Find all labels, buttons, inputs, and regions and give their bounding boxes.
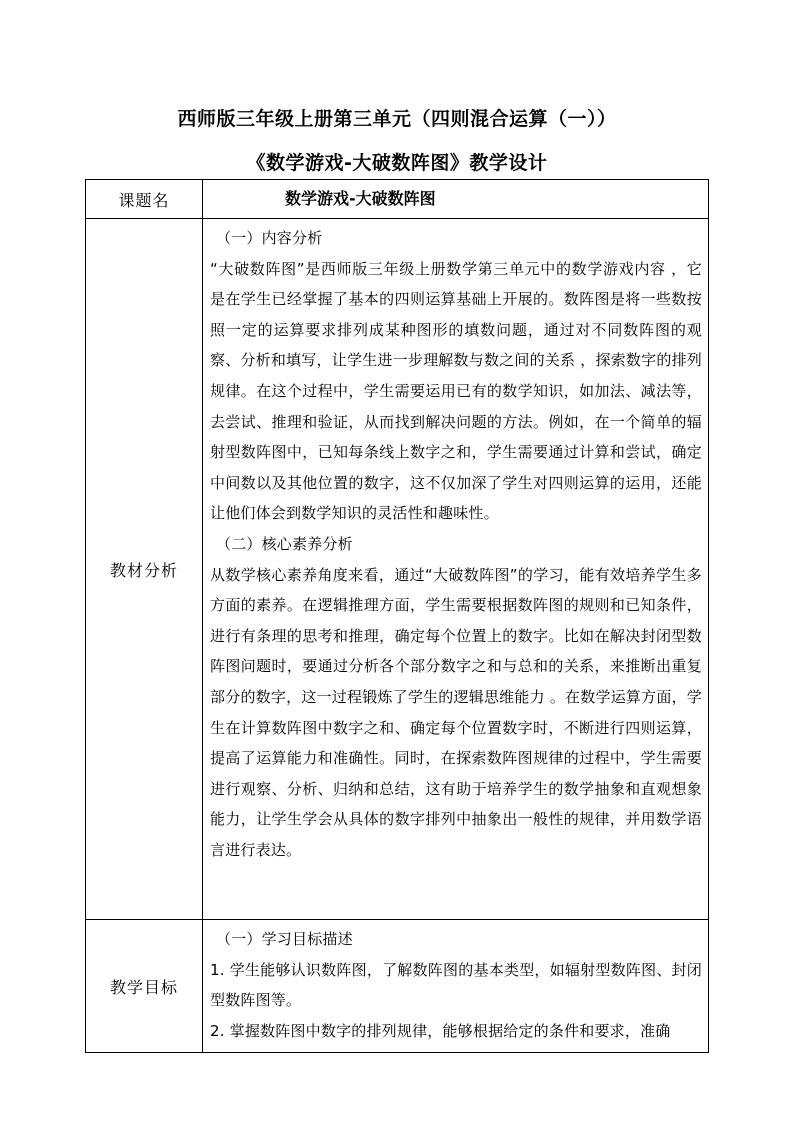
analysis-content	[203, 219, 708, 871]
analysis-row	[86, 219, 709, 920]
goal-item-1: 1. 学生能够认识数阵图，了解数阵图的基本类型，如辐射型数阵图、封闭型数阵图等。	[210, 960, 702, 1010]
lesson-plan-table	[85, 179, 709, 1053]
goals-label: 教学目标	[86, 920, 203, 1053]
topic-row	[86, 180, 709, 219]
analysis-label: 教材分析	[86, 219, 203, 920]
learning-goals-heading: （一）学习目标描述	[216, 930, 353, 948]
analysis-content-cell	[203, 219, 709, 920]
document-title: 西师版三年级上册第三单元（四则混合运算（一））	[177, 108, 617, 130]
goals-row	[86, 920, 709, 1053]
content-analysis-heading: （一）内容分析	[216, 229, 323, 247]
content-analysis-text: “大破数阵图”是西师版三年级上册数学第三单元中的数学游戏内容 ，它是在学生已经掌握了基本的四则运算基础上开展的。数阵图是将一些数按照一定的运算要求排列成某种图形的填数问题，通过对不同数阵图的观察、分析和填写，让学生进一步理解数与数之间的关系 ，探索数字的排列规律。在这个过程中，学生需要运用已有的数学知识，如加法、减法等，去尝试、推理和验证，从而找到解决问题的方法。例如，在一个简单的辐射型数阵图中，已知每条线上数字之和，学生需要通过计算和尝试，确定中间数以及其他位置的数字，这不仅加深了学生对四则运算的运用，还能让他们体会到数学知识的灵活性和趣味性。	[210, 259, 702, 523]
goals-content-cell	[203, 920, 709, 1053]
document-subtitle: 《数学游戏-大破数阵图》教学设计	[246, 152, 548, 174]
goals-content	[203, 920, 708, 1052]
topic-value-cell	[203, 180, 709, 219]
core-literacy-text: 从数学核心素养角度来看，通过“大破数阵图”的学习，能有效培养学生多方面的素养。在逻辑推理方面，学生需要根据数阵图的规则和已知条件，进行有条理的思考和推理，确定每个位置上的数字。比如在解决封闭型数阵图问题时，要通过分析各个部分数字之和与总和的关系，来推断出重复部分的数字，这一过程锻炼了学生的逻辑思维能力 。在数学运算方面，学生在计算数阵图中数字之和、确定每个位置数字时，不断进行四则运算，提高了运算能力和准确性。同时，在探索数阵图规律的过程中，学生需要进行观察、分析、归纳和总结，这有助于培养学生的数学抽象和直观想象能力，让学生学会从具体的数字排列中抽象出一般性的规律，并用数学语言进行表达。	[210, 565, 702, 859]
core-literacy-heading: （二）核心素养分析	[216, 534, 353, 553]
topic-value: 数学游戏-大破数阵图	[285, 189, 436, 208]
goal-item-2: 2. 掌握数阵图中数字的排列规律，能够根据给定的条件和要求，准确	[210, 1021, 671, 1040]
topic-label: 课题名	[86, 180, 203, 219]
